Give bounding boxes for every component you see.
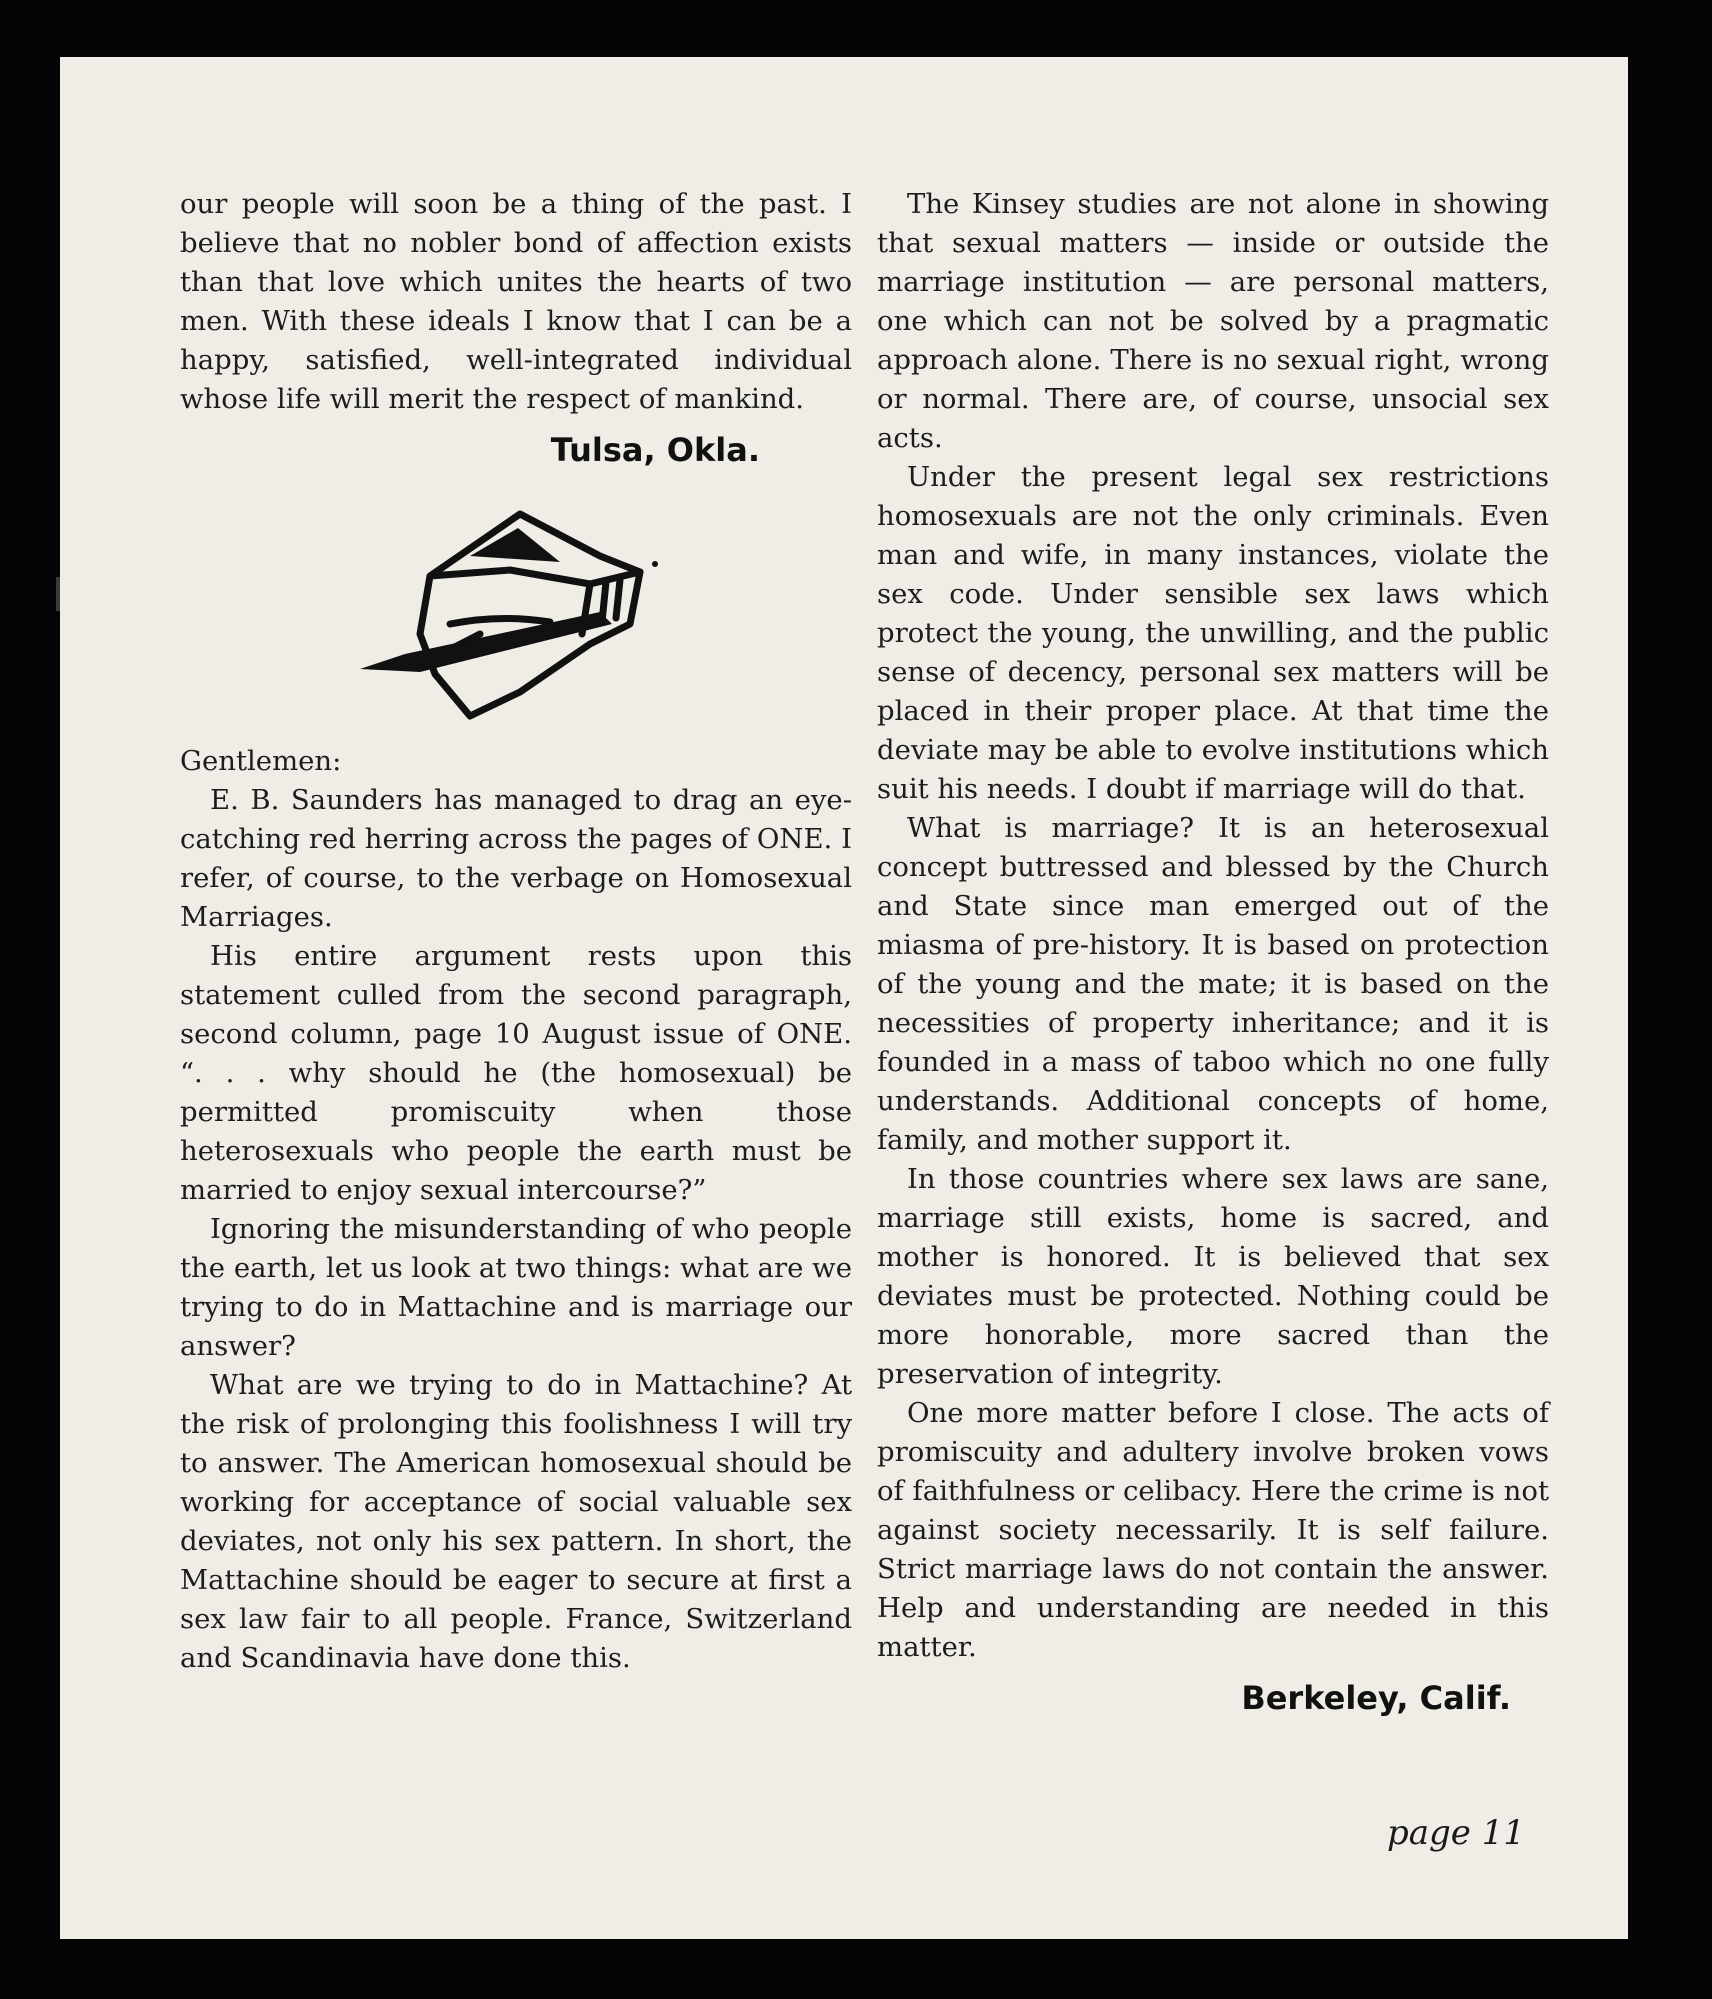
paragraph: What are we trying to do in Mattachine? At the risk of prolonging this foolishness I will try to answer. The American homosexual should be working for acceptance of social valuable sex deviates, not only his sex pattern. In short, the Mattachine should be eager to secure at first a sex law fair to all people. France, Switzerland and Scandinavia have done this. [180,1369,852,1674]
magazine-page [60,57,1628,1939]
paragraph: E. B. Saunders has managed to drag an eye-catching red herring across the pages of ONE. I refer, of course, to the verbage on Homosexual Marriages. [180,784,852,933]
edge-mark [56,577,60,611]
paragraph: our people will soon be a thing of the past. I believe that no nobler bond of affection exists than that love which unites the hearts of two men. With these ideals I know that I can be a happy, satisfied, well-integrated individual whose life will merit the respect of mankind. [180,188,852,415]
salutation: Gentlemen: [180,745,342,777]
paragraph: What is marriage? It is an heterosexual concept buttressed and blessed by the Church and State since man emerged out of the miasma of pre-history. It is based on protection of the young and the mate; it is based on the necessities of property inheritance; and it is founded in a mass of taboo which no one fully understands. Additional concepts of home, family, and mother support it. [877,812,1549,1156]
paragraph: Under the present legal sex restrictions homosexuals are not the only criminals. Even man and wife, in many instances, violate the sex code. Under sensible sex laws which protect the young, the unwilling, and the public sense of decency, personal sex matters will be placed in their proper place. At that time the deviate may be able to evolve institutions which suit his needs. I doubt if marriage will do that. [877,461,1549,805]
letter-and-pen-icon [350,484,680,734]
paragraph: His entire argument rests upon this statement culled from the second paragraph, second column, page 10 August issue of ONE. “. . . why should he (the homosexual) be permitted promiscuity when those heterosexuals who people the earth must be married to enjoy sexual intercourse?” [180,940,852,1206]
signature-location: Berkeley, Calif. [1241,1679,1511,1717]
paragraph: One more matter before I close. The acts of promiscuity and adultery involve broken vows of faithfulness or celibacy. Here the crime is not against society necessarily. It is self failure. Strict marriage laws do not contain the answer. Help and understanding are needed in this matter. [877,1397,1549,1663]
paragraph: In those countries where sex laws are sane, marriage still exists, home is sacred, and mother is honored. It is believed that sex deviates must be protected. Nothing could be more honorable, more sacred than the preservation of integrity. [877,1163,1549,1390]
paragraph: The Kinsey studies are not alone in showing that sexual matters — inside or outside the marriage institution — are personal matters, one which can not be solved by a pragmatic approach alone. There is no sexual right, wrong or normal. There are, of course, unsocial sex acts. [877,188,1549,454]
left-column [180,185,852,1678]
paragraph: Ignoring the misunderstanding of who people the earth, let us look at two things: what are we trying to do in Mattachine and is marriage our answer? [180,1213,852,1362]
page-number: page 11 [1387,1813,1525,1853]
right-column [877,185,1549,1718]
signature-location: Tulsa, Okla. [550,431,760,469]
